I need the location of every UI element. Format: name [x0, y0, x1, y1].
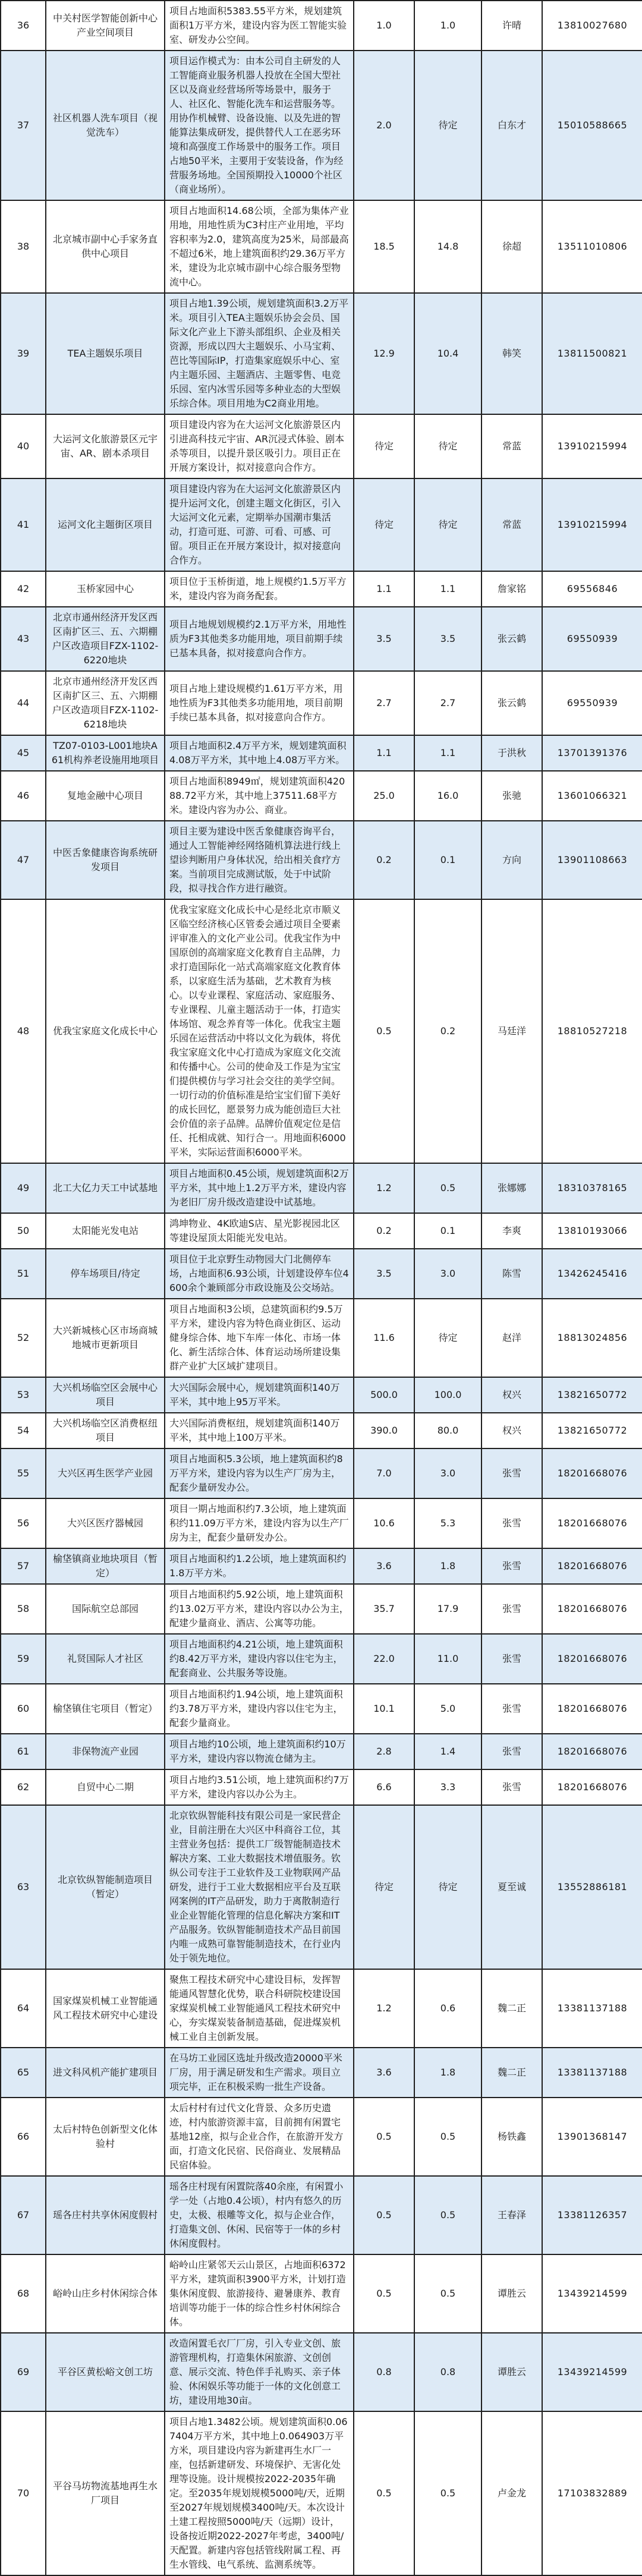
- total-investment-cell: 0.2: [354, 821, 414, 899]
- total-investment-cell: 390.0: [354, 1413, 414, 1448]
- project-name-cell: TEA主题娱乐项目: [46, 293, 165, 414]
- project-description-cell: 项目占地面积约1.94公顷，地上建筑面积约3.78万平方米，建设内容以住宅为主，配套少量商业。: [165, 1684, 354, 1734]
- contact-phone-cell: 17103832889: [542, 2411, 642, 2575]
- project-name-cell: 大兴区医疗器械园: [46, 1498, 165, 1548]
- row-number-cell: 63: [1, 1805, 46, 1969]
- total-investment-cell: 2.0: [354, 51, 414, 200]
- project-description-cell: 项目占地面积3公顷，总建筑面积约9.5万平方米，建设内容为特色商业街区、运动健身综合体、地下车库一体化、市场一体化、新生活综合体、体育运动场所建设集群产业扩大区域扩建项目。: [165, 1299, 354, 1377]
- table-row: [1, 1413, 642, 1448]
- row-number-cell: 52: [1, 1299, 46, 1377]
- contact-phone-cell: 18201668076: [542, 1448, 642, 1498]
- project-description-cell: 项目建设内容为在大运河文化旅游景区内引进高科技元宇宙、AR沉浸式体验、剧本杀等项目，以提升景区吸引力。项目正在开展方案设计，拟对接意向合作方。: [165, 414, 354, 478]
- row-number-cell: 39: [1, 293, 46, 414]
- table-row: [1, 2411, 642, 2575]
- planned-investment-cell: 0.8: [414, 2333, 482, 2411]
- planned-investment-cell: 16.0: [414, 771, 482, 821]
- total-investment-cell: 0.2: [354, 1213, 414, 1249]
- contact-phone-cell: 13910215994: [542, 478, 642, 571]
- project-name-cell: 太后村特色创新型文化体验村: [46, 2098, 165, 2176]
- contact-phone-cell: 69550939: [542, 671, 642, 735]
- row-number-cell: 60: [1, 1684, 46, 1734]
- project-name-cell: 榆垡镇住宅项目（暂定）: [46, 1684, 165, 1734]
- contact-phone-cell: 13821650772: [542, 1377, 642, 1413]
- total-investment-cell: 待定: [354, 414, 414, 478]
- contact-person-cell: 张娜娜: [482, 1163, 542, 1213]
- contact-person-cell: 魏二正: [482, 1969, 542, 2048]
- planned-investment-cell: 1.4: [414, 1734, 482, 1769]
- table-row: [1, 671, 642, 735]
- project-name-cell: 中关村医学智能创新中心产业空间项目: [46, 1, 165, 51]
- total-investment-cell: 1.2: [354, 1969, 414, 2048]
- row-number-cell: 50: [1, 1213, 46, 1249]
- contact-phone-cell: 13910215994: [542, 414, 642, 478]
- project-description-cell: 峪岭山庄紧邻天云山景区，占地面积6372平方米，建筑面积3900平方米，计划打造集休闲度假、旅游接待、避暑康养、教育培训等功能于一体的综合性乡村休闲综合体。: [165, 2254, 354, 2333]
- table-row: [1, 1805, 642, 1969]
- project-name-cell: 北京城市副中心手家务直供中心项目: [46, 200, 165, 293]
- total-investment-cell: 0.8: [354, 2333, 414, 2411]
- contact-phone-cell: 13381126357: [542, 2176, 642, 2254]
- project-description-cell: 在马坊工业园区选址升级改造20000平米厂房，用于满足研发和生产需求。项目立项完毕，正在积极采购一批生产设备。: [165, 2048, 354, 2098]
- project-description-cell: 项目占地规划规模约2.1万平方米，用地性质为F3其他类多功能用地，项目前期手续已基本具备，拟对接意向合作方。: [165, 607, 354, 671]
- contact-person-cell: 张雪: [482, 1634, 542, 1684]
- project-description-cell: 项目主要为建设中医舌象健康咨询平台，通过人工智能神经网络随机算法进行线上望诊判断用户身体状况，给出相关食疗方案。当前项目完成测试版，处于中试阶段，拟寻找合作方进行融资。: [165, 821, 354, 899]
- project-name-cell: 北京钦纵智能制造项目（暂定）: [46, 1805, 165, 1969]
- row-number-cell: 44: [1, 671, 46, 735]
- contact-phone-cell: 13901108663: [542, 821, 642, 899]
- contact-person-cell: 张云鹤: [482, 671, 542, 735]
- contact-person-cell: 张雪: [482, 1498, 542, 1548]
- project-description-cell: 项目占地面积14.68公顷，全部为集体产业用地，用地性质为C3村庄产业用地，平均容积率为2.0，建筑高度为25米，局部最高不超过6米，地上建筑面积约29.36万平方米，建设为北京城市副中心综合服务型物流中心。: [165, 200, 354, 293]
- total-investment-cell: 3.5: [354, 607, 414, 671]
- project-description-cell: 项目占地面积8949㎡，规划建筑面积42088.72平方米，其中地上37511.68平方米。建设内容为办公、商业。: [165, 771, 354, 821]
- planned-investment-cell: 1.1: [414, 571, 482, 607]
- project-name-cell: 大兴区再生医学产业园: [46, 1448, 165, 1498]
- planned-investment-cell: 待定: [414, 478, 482, 571]
- contact-person-cell: 常蓝: [482, 414, 542, 478]
- planned-investment-cell: 14.8: [414, 200, 482, 293]
- contact-person-cell: 权兴: [482, 1413, 542, 1448]
- project-description-cell: 项目占地面积约4.21公顷，地上建筑面积约8.42万平方米，建设内容以住宅为主，配套商业、公共服务等设施。: [165, 1634, 354, 1684]
- contact-phone-cell: 18310378165: [542, 1163, 642, 1213]
- total-investment-cell: 10.1: [354, 1684, 414, 1734]
- contact-phone-cell: 18201668076: [542, 1584, 642, 1634]
- table-row: [1, 1163, 642, 1213]
- project-description-cell: 北京钦纵智能科技有限公司是一家民营企业，目前注册在大兴区中科商谷工位，其主营业务包括：提供工厂级智能制造技术解决方案、工业大数据技术增值服务。钦纵公司专注于工业软件及工业物联网产品研发，进行于工业大数据相应平台及互联网案例的IT产品研发，助力于离散制造行业企业智能化管理的信息化解决方案和IT产品服务。钦纵智能制造技术产品目前国内唯一成熟可靠智能制造技术，在行业内处于领先地位。: [165, 1805, 354, 1969]
- total-investment-cell: 10.6: [354, 1498, 414, 1548]
- contact-phone-cell: 13439214599: [542, 2254, 642, 2333]
- project-description-cell: 大兴国际会展中心，规划建筑面积140万平米，其中地上95万平米。: [165, 1377, 354, 1413]
- contact-person-cell: 王春泽: [482, 2176, 542, 2254]
- table-row: [1, 1377, 642, 1413]
- contact-person-cell: 夏至诚: [482, 1805, 542, 1969]
- contact-person-cell: 卢金龙: [482, 2411, 542, 2575]
- table-row: [1, 1448, 642, 1498]
- row-number-cell: 38: [1, 200, 46, 293]
- project-description-cell: 项目位于玉桥街道，地上规模约1.5万平方米，建设内容为商务配套。: [165, 571, 354, 607]
- total-investment-cell: 7.0: [354, 1448, 414, 1498]
- table-row: [1, 571, 642, 607]
- table-row: [1, 821, 642, 899]
- contact-person-cell: 许晴: [482, 1, 542, 51]
- planned-investment-cell: 0.1: [414, 821, 482, 899]
- contact-phone-cell: 18201668076: [542, 1769, 642, 1805]
- total-investment-cell: 11.6: [354, 1299, 414, 1377]
- contact-person-cell: 于洪秋: [482, 735, 542, 771]
- project-description-cell: 项目占地面积约1.2公顷，地上建筑面积约1.8万平方米。: [165, 1548, 354, 1584]
- table-row: [1, 1769, 642, 1805]
- planned-investment-cell: 0.1: [414, 1213, 482, 1249]
- row-number-cell: 55: [1, 1448, 46, 1498]
- contact-person-cell: 张驰: [482, 771, 542, 821]
- contact-phone-cell: 13810027680: [542, 1, 642, 51]
- total-investment-cell: 3.6: [354, 2048, 414, 2098]
- project-description-cell: 项目占地面积5383.55平方米，规划建筑面积1万平方米，建设内容为医工智能实验室、研发办公空间。: [165, 1, 354, 51]
- project-name-cell: 北工大亿力天工中试基地: [46, 1163, 165, 1213]
- project-description-cell: 项目占地1.3482公顷。规划建筑面积0.067404万平方米，其中地上0.064903万平方米，项目建设内容为新建再生水厂一座，包括新建研发、环境保护、无害化处理等设施。设计规模按2022-2035年确定。至2035年规划规模5000吨/天，近期至2027年规划规模3400吨/天。本次设计土建工程按照5000吨/天（远期）设计，设备按近期2022-2027年考虑，3400吨/天配置。新建内容包括管线附属工程、再生水管线、电气系统、监测系统等。: [165, 2411, 354, 2575]
- total-investment-cell: 0.5: [354, 2098, 414, 2176]
- contact-person-cell: 方向: [482, 821, 542, 899]
- project-name-cell: 社区机器人洗车项目（视觉洗车）: [46, 51, 165, 200]
- project-description-cell: 项目占地约3.51公顷，地上建筑面积约7万平方米，建设内容以办公为主。: [165, 1769, 354, 1805]
- project-name-cell: 大兴机场临空区会展中心项目: [46, 1377, 165, 1413]
- project-name-cell: TZ07-0103-L001地块A61机构养老设施用地项目: [46, 735, 165, 771]
- planned-investment-cell: 3.3: [414, 1769, 482, 1805]
- contact-phone-cell: 18201668076: [542, 1634, 642, 1684]
- contact-person-cell: 张雪: [482, 1734, 542, 1769]
- contact-phone-cell: 13811500821: [542, 293, 642, 414]
- planned-investment-cell: 17.9: [414, 1584, 482, 1634]
- project-name-cell: 太阳能光发电站: [46, 1213, 165, 1249]
- project-description-cell: 项目占地约10公顷，地上建筑面积约10万平方米，建设内容以物流仓储为主。: [165, 1734, 354, 1769]
- contact-person-cell: 张雪: [482, 1548, 542, 1584]
- planned-investment-cell: 3.5: [414, 607, 482, 671]
- table-row: [1, 1249, 642, 1299]
- table-row: [1, 771, 642, 821]
- planned-investment-cell: 待定: [414, 1805, 482, 1969]
- total-investment-cell: 22.0: [354, 1634, 414, 1684]
- row-number-cell: 64: [1, 1969, 46, 2048]
- total-investment-cell: 6.6: [354, 1769, 414, 1805]
- project-description-cell: 项目占地面积0.45公顷，规划建筑面积2万平方米，其中地上1.2万平方米，建设内容为老旧厂房升级改造建设中试基地。: [165, 1163, 354, 1213]
- contact-phone-cell: 13701391376: [542, 735, 642, 771]
- planned-investment-cell: 10.4: [414, 293, 482, 414]
- row-number-cell: 46: [1, 771, 46, 821]
- total-investment-cell: 3.6: [354, 1548, 414, 1584]
- contact-phone-cell: 13426245416: [542, 1249, 642, 1299]
- row-number-cell: 43: [1, 607, 46, 671]
- table-row: [1, 1684, 642, 1734]
- total-investment-cell: 25.0: [354, 771, 414, 821]
- contact-person-cell: 马廷洋: [482, 899, 542, 1163]
- row-number-cell: 58: [1, 1584, 46, 1634]
- row-number-cell: 48: [1, 899, 46, 1163]
- project-description-cell: 瑶各庄村现有闲置院落40余座，有闲置小学一处（占地0.4公顷），村内有悠久的历史，太极、根雕等文化，拟与企业合作，打造集文创、休闲、民宿等于一体的乡村休闲度假村。: [165, 2176, 354, 2254]
- planned-investment-cell: 2.7: [414, 671, 482, 735]
- contact-person-cell: 赵洋: [482, 1299, 542, 1377]
- total-investment-cell: 待定: [354, 1805, 414, 1969]
- table-row: [1, 2254, 642, 2333]
- planned-investment-cell: 1.0: [414, 1, 482, 51]
- total-investment-cell: 12.9: [354, 293, 414, 414]
- project-description-cell: 项目建设内容为在大运河文化旅游景区内提升运河文化，创建主题文化街区，引入大运河文化元素，定期举办国潮市集活动，打造可逛、可游、可看、可感、可留。项目正在开展方案设计，拟对接意向合作方。: [165, 478, 354, 571]
- table-row: [1, 1969, 642, 2048]
- contact-phone-cell: 13810193066: [542, 1213, 642, 1249]
- planned-investment-cell: 100.0: [414, 1377, 482, 1413]
- row-number-cell: 59: [1, 1634, 46, 1684]
- planned-investment-cell: 0.6: [414, 1969, 482, 2048]
- total-investment-cell: 1.1: [354, 571, 414, 607]
- table-row: [1, 293, 642, 414]
- row-number-cell: 54: [1, 1413, 46, 1448]
- project-description-cell: 优我宝家庭文化成长中心是经北京市顺义区临空经济核心区管委会通过项目全要素评审准入的文化产业公司。优我宝作为中国原创的高端家庭文化教育自主品牌，力求打造国际化一站式高端家庭文化教育体系，以家庭生活为基础，艺术教育为核心。以专业课程、家庭活动、家庭服务、专业课程、儿童主题活动于一体，打造实体场馆、观念养育等一体化。优我宝主题乐园在运营活动中将以文化为载体，将优我宝家庭文化中心打造成为家庭文化交流和传播中心。公司的使命及工作是为宝宝们提供模仿与学习社会交往的美学空间。一切行动的价值标准是给宝宝们留下美好的成长回忆，愿景努力成为能创造巨大社会价值的亲子品牌。品牌价值观定位是信任、托相成就、知行合一。用地面积6000平米，实际运营面积6000平米。: [165, 899, 354, 1163]
- project-name-cell: 榆垡镇商业地块项目（暂定）: [46, 1548, 165, 1584]
- table-row: [1, 1213, 642, 1249]
- contact-person-cell: 詹家铭: [482, 571, 542, 607]
- table-row: [1, 2333, 642, 2411]
- total-investment-cell: 1.0: [354, 1, 414, 51]
- row-number-cell: 68: [1, 2254, 46, 2333]
- total-investment-cell: 18.5: [354, 200, 414, 293]
- planned-investment-cell: 1.8: [414, 1548, 482, 1584]
- row-number-cell: 51: [1, 1249, 46, 1299]
- project-name-cell: 峪岭山庄乡村休闲综合体: [46, 2254, 165, 2333]
- contact-person-cell: 陈雪: [482, 1249, 542, 1299]
- planned-investment-cell: 0.5: [414, 1163, 482, 1213]
- row-number-cell: 57: [1, 1548, 46, 1584]
- project-description-cell: 项目占地面积5.3公顷，地上建筑面积约8万平方米，建设内容为以生产厂房为主，配套少量研发办公。: [165, 1448, 354, 1498]
- table-row: [1, 478, 642, 571]
- row-number-cell: 37: [1, 51, 46, 200]
- project-name-cell: 停车场项目/待定: [46, 1249, 165, 1299]
- total-investment-cell: 0.5: [354, 2176, 414, 2254]
- planned-investment-cell: 5.3: [414, 1498, 482, 1548]
- total-investment-cell: 2.8: [354, 1734, 414, 1769]
- project-name-cell: 玉桥家园中心: [46, 571, 165, 607]
- total-investment-cell: 35.7: [354, 1584, 414, 1634]
- project-name-cell: 平谷马坊物流基地再生水厂项目: [46, 2411, 165, 2575]
- project-description-cell: 项目运作模式为：由本公司自主研发的人工智能商业服务机器人投放在全国大型社区以及商业经营场所等场景中，服务于人、社区化、智能化洗车和运营服务等。用协作机械臂、设备设施、以及先进的智能算法集成研发，提供替代人工在恶劣环境和高强度工作场景中的服务工作。项目占地50平米，主要用于安装设备，作为经营服务场地。全国预期投入10000个社区（商业场所）。: [165, 51, 354, 200]
- project-description-cell: 项目占地上建设规模约1.61万平方米，用地性质为F3其他类多功能用地，项目前期手续已基本具备，拟对接意向合作方。: [165, 671, 354, 735]
- total-investment-cell: 2.7: [354, 671, 414, 735]
- project-name-cell: 国际航空总部园: [46, 1584, 165, 1634]
- project-description-cell: 大兴国际消费枢纽，规划建筑面积140万平米，其中地上100万平米。: [165, 1413, 354, 1448]
- table-row: [1, 414, 642, 478]
- contact-person-cell: 张雪: [482, 1448, 542, 1498]
- total-investment-cell: 0.5: [354, 2254, 414, 2333]
- planned-investment-cell: 1.1: [414, 735, 482, 771]
- row-number-cell: 42: [1, 571, 46, 607]
- contact-phone-cell: 13901368147: [542, 2098, 642, 2176]
- planned-investment-cell: 3.0: [414, 1249, 482, 1299]
- planned-investment-cell: 待定: [414, 51, 482, 200]
- planned-investment-cell: 待定: [414, 1299, 482, 1377]
- contact-phone-cell: 18813024856: [542, 1299, 642, 1377]
- project-table-body: [1, 1, 642, 2575]
- project-name-cell: 北京市通州经济开发区西区南扩区三、五、六期棚户区改造项目FZX-1102-6220地块: [46, 607, 165, 671]
- contact-person-cell: 张雪: [482, 1769, 542, 1805]
- project-name-cell: 北京市通州经济开发区西区南扩区三、五、六期棚户区改造项目FZX-1102-6218地块: [46, 671, 165, 735]
- total-investment-cell: 待定: [354, 478, 414, 571]
- project-name-cell: 大兴新城核心区市场商城地城市更新项目: [46, 1299, 165, 1377]
- project-name-cell: 运河文化主题街区项目: [46, 478, 165, 571]
- planned-investment-cell: 0.5: [414, 2098, 482, 2176]
- project-name-cell: 国家煤炭机械工业智能通风工程技术研究中心建设: [46, 1969, 165, 2048]
- project-description-cell: 改造闲置毛衣厂厂房，引入专业文创、旅游管理机构，打造集休闲旅游、文创创意、展示交流、特色伴手礼购买、亲子体验、休闲娱乐等功能于一体的文化创意工坊，建设用地30亩。: [165, 2333, 354, 2411]
- planned-investment-cell: 3.0: [414, 1448, 482, 1498]
- table-row: [1, 899, 642, 1163]
- contact-person-cell: 张雪: [482, 1584, 542, 1634]
- table-row: [1, 1734, 642, 1769]
- row-number-cell: 56: [1, 1498, 46, 1548]
- contact-phone-cell: 13381137188: [542, 2048, 642, 2098]
- contact-person-cell: 谭胜云: [482, 2254, 542, 2333]
- project-name-cell: 进文科风机产能扩建项目: [46, 2048, 165, 2098]
- project-name-cell: 瑶各庄村共享休闲度假村: [46, 2176, 165, 2254]
- contact-phone-cell: 18201668076: [542, 1498, 642, 1548]
- project-description-cell: 聚焦工程技术研究中心建设目标，发挥智能通风智慧化优势，联合科研院校建设国家煤炭机械工业智能通风工程技术研究中心，夯实煤炭装备制造基础，促进煤炭机械工业自主创新发展。: [165, 1969, 354, 2048]
- table-row: [1, 200, 642, 293]
- project-description-cell: 项目占地1.39公顷，规划建筑面积3.2万平米。项目引入TEA主题娱乐协会会员、国际文化产业上下游头部组织、企业及相关资源，形成以四大主题娱乐、小马宝莉、芭比等国际IP，打造集家庭娱乐中心、室内主题乐园、主题酒店、主题零售、电竞乐园、室内冰雪乐园等多种业态的大型娱乐综合体。项目用地为C2商业用地。: [165, 293, 354, 414]
- row-number-cell: 65: [1, 2048, 46, 2098]
- row-number-cell: 47: [1, 821, 46, 899]
- contact-phone-cell: 13439214599: [542, 2333, 642, 2411]
- planned-investment-cell: 0.5: [414, 2411, 482, 2575]
- contact-person-cell: 张云鹤: [482, 607, 542, 671]
- contact-phone-cell: 18201668076: [542, 1734, 642, 1769]
- contact-person-cell: 常蓝: [482, 478, 542, 571]
- project-description-cell: 项目位于北京野生动物园大门北侧停车场，占地面积6.93公顷，计划建设停车位4600余个兼顾部分市政设施及公交场站。: [165, 1249, 354, 1299]
- contact-person-cell: 杨铁鑫: [482, 2098, 542, 2176]
- project-description-cell: 项目一期占地面积约7.3公顷，地上建筑面积约11.09万平方米，建设内容为以生产厂房为主，配套少量研发办公。: [165, 1498, 354, 1548]
- planned-investment-cell: 0.5: [414, 2176, 482, 2254]
- project-description-cell: 太后村村有过代文化背景、众多历史遗迹，村内旅游资源丰富，目前拥有闲置宅基地12座，拟与企业合作，在旅游开发方面，打造文化民宿、民俗商业、发展精品民宿体验。: [165, 2098, 354, 2176]
- row-number-cell: 66: [1, 2098, 46, 2176]
- table-row: [1, 1584, 642, 1634]
- project-name-cell: 大兴机场临空区消费枢纽项目: [46, 1413, 165, 1448]
- row-number-cell: 70: [1, 2411, 46, 2575]
- planned-investment-cell: 11.0: [414, 1634, 482, 1684]
- row-number-cell: 45: [1, 735, 46, 771]
- contact-phone-cell: 13601066321: [542, 771, 642, 821]
- contact-phone-cell: 13552886181: [542, 1805, 642, 1969]
- project-name-cell: 优我宝家庭文化成长中心: [46, 899, 165, 1163]
- project-name-cell: 大运河文化旅游景区元宇宙、AR、剧本杀项目: [46, 414, 165, 478]
- row-number-cell: 62: [1, 1769, 46, 1805]
- table-row: [1, 2098, 642, 2176]
- row-number-cell: 40: [1, 414, 46, 478]
- planned-investment-cell: 0.2: [414, 899, 482, 1163]
- contact-person-cell: 权兴: [482, 1377, 542, 1413]
- project-description-cell: 鸿坤物业、4K欧迪S店、星光影视园北区等建设屋顶太阳能光发电站。: [165, 1213, 354, 1249]
- project-name-cell: 自贸中心二期: [46, 1769, 165, 1805]
- row-number-cell: 67: [1, 2176, 46, 2254]
- project-name-cell: 礼贤国际人才社区: [46, 1634, 165, 1684]
- planned-investment-cell: 80.0: [414, 1413, 482, 1448]
- row-number-cell: 53: [1, 1377, 46, 1413]
- table-row: [1, 1299, 642, 1377]
- row-number-cell: 61: [1, 1734, 46, 1769]
- table-row: [1, 1634, 642, 1684]
- project-description-cell: 项目占地面积2.4万平方米，规划建筑面积4.08万平方米，其中地上4.08万平方米。: [165, 735, 354, 771]
- contact-person-cell: 韩笑: [482, 293, 542, 414]
- contact-phone-cell: 18201668076: [542, 1684, 642, 1734]
- planned-investment-cell: 0.5: [414, 2254, 482, 2333]
- contact-person-cell: 白东才: [482, 51, 542, 200]
- planned-investment-cell: 5.0: [414, 1684, 482, 1734]
- contact-person-cell: 魏二正: [482, 2048, 542, 2098]
- total-investment-cell: 0.5: [354, 2411, 414, 2575]
- table-row: [1, 1, 642, 51]
- row-number-cell: 69: [1, 2333, 46, 2411]
- table-row: [1, 2048, 642, 2098]
- project-name-cell: 复地金融中心项目: [46, 771, 165, 821]
- table-row: [1, 51, 642, 200]
- total-investment-cell: 0.5: [354, 899, 414, 1163]
- row-number-cell: 36: [1, 1, 46, 51]
- planned-investment-cell: 待定: [414, 414, 482, 478]
- contact-person-cell: 谭胜云: [482, 2333, 542, 2411]
- table-row: [1, 735, 642, 771]
- contact-person-cell: 李爽: [482, 1213, 542, 1249]
- contact-person-cell: 徐超: [482, 200, 542, 293]
- contact-phone-cell: 13511010806: [542, 200, 642, 293]
- contact-phone-cell: 18810527218: [542, 899, 642, 1163]
- contact-phone-cell: 15010588665: [542, 51, 642, 200]
- row-number-cell: 41: [1, 478, 46, 571]
- contact-phone-cell: 18201668076: [542, 1548, 642, 1584]
- table-row: [1, 607, 642, 671]
- total-investment-cell: 500.0: [354, 1377, 414, 1413]
- total-investment-cell: 3.5: [354, 1249, 414, 1299]
- project-description-cell: 项目占地面积约5.92公顷，地上建筑面积约13.02万平方米，建设内容以办公为主，配建少量商业、酒店、公寓等功能。: [165, 1584, 354, 1634]
- table-row: [1, 1498, 642, 1548]
- total-investment-cell: 1.1: [354, 735, 414, 771]
- contact-phone-cell: 13381137188: [542, 1969, 642, 2048]
- project-name-cell: 中医舌象健康咨询系统研发项目: [46, 821, 165, 899]
- project-name-cell: 平谷区黄松峪文创工坊: [46, 2333, 165, 2411]
- contact-person-cell: 张雪: [482, 1684, 542, 1734]
- table-row: [1, 2176, 642, 2254]
- contact-phone-cell: 69556846: [542, 571, 642, 607]
- contact-phone-cell: 69550939: [542, 607, 642, 671]
- planned-investment-cell: 1.8: [414, 2048, 482, 2098]
- table-row: [1, 1548, 642, 1584]
- contact-phone-cell: 13821650772: [542, 1413, 642, 1448]
- project-name-cell: 非保物流产业园: [46, 1734, 165, 1769]
- row-number-cell: 49: [1, 1163, 46, 1213]
- total-investment-cell: 1.2: [354, 1163, 414, 1213]
